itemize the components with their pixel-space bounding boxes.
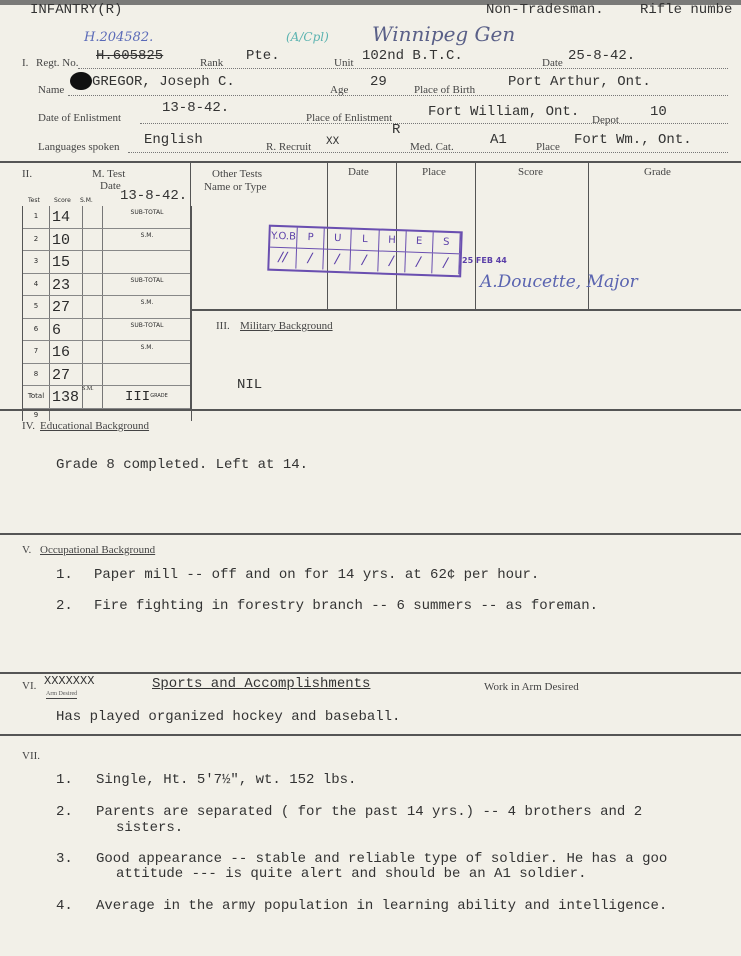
test-score: 27 [49, 364, 83, 386]
place-label: Place [536, 141, 560, 153]
stamp-value: / [378, 251, 406, 272]
rifle-number-label: Rifle numbe [640, 2, 733, 18]
item-number: 1. [56, 772, 73, 788]
work-in-arm-label: Work in Arm Desired [484, 681, 579, 693]
test-score: 23 [49, 274, 83, 296]
test-number: 7 [23, 341, 50, 363]
enlist-place-label: Place of Enlistment [306, 112, 393, 124]
stamp-header: H [379, 230, 407, 251]
educational-background: Grade 8 completed. Left at 14. [56, 457, 309, 473]
test-note: S.M. [140, 344, 154, 351]
grade-label: GRADE [150, 393, 168, 399]
test-row [23, 251, 191, 274]
test-note: SUB-TOTAL [130, 321, 164, 329]
name-or-type-label: Name or Type [204, 181, 267, 193]
test-note [103, 251, 191, 276]
col-sm: S.M. [80, 197, 93, 204]
test-row [23, 296, 191, 319]
test-row [23, 206, 191, 229]
test-number: 4 [23, 274, 50, 296]
test-row [23, 319, 191, 342]
remark-item: Good appearance -- stable and reliable type of soldier. He has a goo [96, 851, 668, 867]
m-test-table [22, 206, 192, 421]
handwritten-rank: (A/Cpl) [286, 30, 329, 44]
remark-item: Parents are separated ( for the past 14 yrs.) -- 4 brothers and 2 [96, 804, 643, 820]
languages-label: Languages spoken [38, 141, 120, 153]
military-background: NIL [237, 377, 263, 393]
section-1-numeral: I. [22, 57, 29, 69]
test-sm [82, 296, 103, 318]
stamp-value: / [324, 250, 352, 271]
test-note [103, 364, 191, 389]
occupation-item: Fire fighting in forestry branch -- 6 summers -- as foreman. [94, 598, 599, 614]
stamp-header: S [433, 232, 461, 253]
total-label: Total [23, 386, 50, 408]
test-score: 15 [49, 251, 83, 273]
stamp-value: / [296, 249, 324, 270]
rank: Pte. [246, 48, 280, 64]
stamp-value: / [405, 252, 433, 273]
test-number: 3 [23, 251, 50, 273]
section-7-numeral: VII. [22, 750, 41, 762]
m-test-date-label: Date [100, 180, 121, 192]
test-number: 2 [23, 229, 50, 251]
birth-label: Place of Birth [414, 84, 476, 96]
remark-item: Average in the army population in learning ability and intelligence. [96, 898, 668, 914]
section-5-numeral: V. [22, 544, 32, 556]
rank-label: Rank [200, 57, 224, 69]
col-score: Score [54, 197, 71, 204]
date: 25-8-42. [568, 48, 636, 64]
languages: English [144, 132, 203, 148]
test-number: 5 [23, 296, 50, 318]
test-score: 27 [49, 296, 83, 318]
enlist-date: 13-8-42. [162, 100, 230, 116]
item-number: 4. [56, 898, 73, 914]
handwritten-unit: Winnipeg Gen [372, 22, 516, 46]
unit: 102nd B.T.C. [362, 48, 463, 64]
test-number: 8 [23, 364, 50, 386]
enlist-place: Fort William, Ont. [428, 104, 580, 120]
section-6-title: Sports and Accomplishments [152, 676, 371, 692]
other-tests-label: Other Tests [212, 168, 263, 180]
section-2-numeral: II. [22, 168, 33, 180]
test-number: 9 [23, 409, 50, 421]
med-cat: A1 [490, 132, 507, 148]
name-label: Name [38, 84, 65, 96]
sports-text: Has played organized hockey and baseball. [56, 709, 401, 725]
grade-cell [103, 386, 213, 411]
section-5-title: Occupational Background [40, 544, 156, 556]
recruit-struck: XX [326, 136, 340, 148]
header-score: Score [518, 166, 544, 178]
regt-no: H.605825 [96, 48, 164, 64]
header-place: Place [422, 166, 446, 178]
name: GREGOR, Joseph C. [92, 74, 235, 90]
stamp-header: E [406, 231, 434, 252]
test-note: S.M. [140, 299, 154, 306]
test-sm [82, 341, 103, 363]
handwritten-number: H.204582. [84, 30, 154, 45]
item-number: 2. [56, 598, 73, 614]
m-test-label: M. Test [92, 168, 126, 180]
section-6-numeral: VI. [22, 680, 37, 692]
section-3-title: Military Background [240, 320, 333, 332]
divider [0, 161, 741, 163]
struck-text: XXXXXXX [44, 674, 95, 688]
total-sm: S.M. [82, 386, 103, 408]
enlist-date-label: Date of Enlistment [38, 112, 122, 124]
stamp-header: U [324, 229, 352, 250]
test-sm [82, 251, 103, 273]
stamp-header: L [351, 230, 379, 251]
stamp-value: / [432, 253, 460, 274]
trade: Non-Tradesman. [486, 2, 604, 18]
test-row [23, 229, 191, 252]
header-grade: Grade [644, 166, 671, 178]
branch: INFANTRY(R) [30, 2, 123, 18]
unit-label: Unit [334, 57, 354, 69]
test-row [23, 274, 191, 297]
regt-no-label: Regt. No. [36, 57, 79, 69]
test-note: SUB-TOTAL [130, 276, 164, 284]
section-3-numeral: III. [216, 320, 230, 332]
test-sm [82, 206, 103, 228]
header-date: Date [348, 166, 369, 178]
remark-item-continued: sisters. [116, 820, 184, 836]
test-row [23, 341, 191, 364]
test-note: S.M. [140, 231, 154, 239]
test-sm [82, 229, 103, 251]
total-row [23, 386, 191, 409]
depot: 10 [650, 104, 667, 120]
stamp-value: // [269, 248, 297, 269]
signature: A.Doucette, Major [480, 272, 638, 292]
test-score: 16 [49, 341, 83, 363]
age: 29 [370, 74, 387, 90]
pulhems-stamp [267, 225, 462, 278]
stamp-header: P [297, 228, 325, 249]
section-4-title: Educational Background [40, 420, 150, 432]
test-note: SUB-TOTAL [130, 209, 164, 216]
test-score: 14 [49, 206, 83, 228]
grade: III [125, 389, 151, 405]
depot-label: Depot [592, 114, 619, 126]
occupation-item: Paper mill -- off and on for 14 yrs. at 62¢ per hour. [94, 567, 540, 583]
test-sm [82, 364, 103, 386]
recruit: R [392, 122, 401, 138]
birth-place: Port Arthur, Ont. [508, 74, 651, 90]
remark-item: Single, Ht. 5'7½", wt. 152 lbs. [96, 772, 357, 788]
test-number: 1 [23, 206, 50, 228]
item-number: 1. [56, 567, 73, 583]
item-number: 2. [56, 804, 73, 820]
test-sm [82, 319, 103, 341]
m-test-date: 13-8-42. [120, 188, 188, 204]
stamp-header: Y.O.B [270, 227, 298, 248]
section-4-numeral: IV. [22, 420, 35, 432]
col-test: Test [28, 197, 40, 204]
remark-item-continued: attitude --- is quite alert and should be an A1 soldier. [116, 866, 587, 882]
item-number: 3. [56, 851, 73, 867]
date-label: Date [542, 57, 563, 69]
test-number: 6 [23, 319, 50, 341]
stamp-value: / [351, 251, 379, 272]
med-cat-label: Med. Cat. [410, 141, 454, 153]
redaction-mark [70, 72, 92, 90]
stamp-date: 25 FEB 44 [462, 256, 507, 265]
struck-under: Arm Desired [46, 691, 78, 697]
age-label: Age [330, 84, 349, 96]
total-score: 138 [49, 386, 83, 408]
test-sm [82, 274, 103, 296]
place: Fort Wm., Ont. [574, 132, 692, 148]
recruit-label: R. Recruit [266, 141, 312, 153]
test-row [23, 364, 191, 387]
test-score: 10 [49, 229, 83, 251]
test-score: 6 [49, 319, 83, 341]
